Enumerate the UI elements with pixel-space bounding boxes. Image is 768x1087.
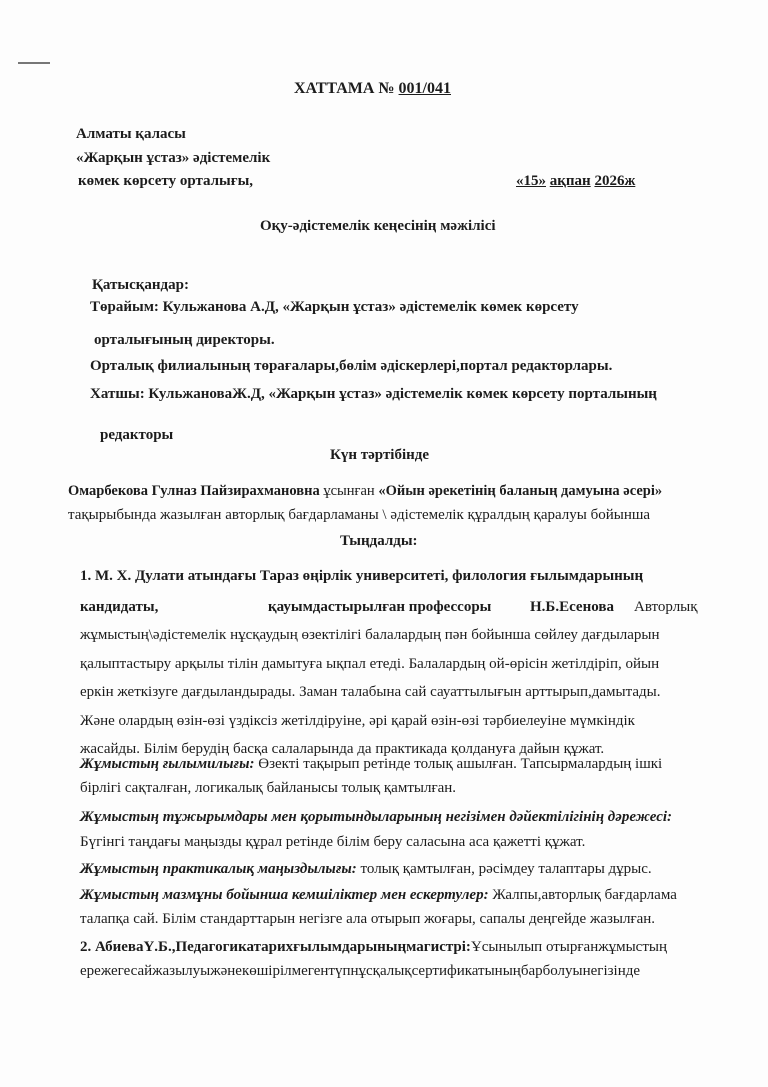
chair-line-1: [90, 299, 579, 316]
scientific-line-1: [80, 756, 662, 773]
secretary-line-1: Хатшы: КульжановаЖ.Д, «Жарқын ұстаз» әдістемелік көмек көрсету порталының: [90, 386, 657, 402]
item1-body-line: қалыптастыру арқылы тілін дамытуға ықпал етеді. Балалардың ой-өрісін жетілдіріп, ойын: [80, 655, 660, 672]
item2-author: 2. АбиеваҮ.Б.,Педагогикатарихғылымдарыныңмагистрі:: [80, 939, 471, 955]
meeting-title: Оқу-әдістемелік кеңесінің мәжілісі: [260, 218, 496, 234]
title-prefix: ХАТТАМА №: [294, 80, 399, 97]
defects-text-1: Жалпы,авторлық бағдарлама: [488, 887, 677, 903]
item1-line-2a: кандидаты,: [80, 599, 159, 615]
document-title: [294, 80, 451, 98]
agenda-line-1: [68, 483, 662, 500]
item1-body-line: Және олардың өзін-өзі үздіксіз жетілдіруіне, әрі қарай өзін-өзі тәрбиелеуіне мүмкіндік: [80, 712, 635, 729]
chair-label: Төрайым:: [90, 299, 159, 315]
chair-text: Кульжанова А.Д, «Жарқын ұстаз» әдістемелік көмек көрсету: [162, 299, 579, 315]
members-line: Орталық филиалының төрағалары,бөлім әдіскерлері,портал редакторлары.: [90, 358, 613, 374]
date-day: «15»: [516, 173, 546, 189]
chair-line-2: орталығының директоры.: [94, 332, 275, 348]
item2-rest: Ұсынылып отырғанжұмыстың: [470, 939, 667, 955]
date-month: ақпан: [549, 173, 591, 189]
heard-heading: Тыңдалды:: [340, 533, 418, 549]
item1-line-2c: Н.Б.Есенова: [530, 599, 614, 615]
item1-body-line: жасайды. Білім берудің басқа салаларында да практикада қолдануға дайын құжат.: [80, 741, 605, 757]
agenda-topic: «Ойын әрекетінің баланың дамуына әсері»: [378, 483, 663, 499]
item1-line-1: 1. М. Х. Дулати атындағы Тараз өңірлік университеті, филология ғылымдарының: [80, 568, 644, 584]
item2-line-2: ережегесайжазылуыжәнекөшірілмегентүпнұсқалықсертификатыныңбарболуынегізінде: [80, 963, 641, 979]
participants-heading: Қатысқандар:: [92, 277, 189, 293]
practical-line: [80, 861, 652, 878]
org-line-1: Алматы қаласы: [76, 126, 186, 142]
conclusions-label: Жұмыстың тұжырымдары мен қорытындыларының негізімен дәйектілігінің дәрежесі:: [80, 809, 673, 825]
item1-body-line: еркін жеткізуге дағдыландырады. Заман талабына сай сауаттылығын арттырып,дамытады.: [80, 684, 661, 700]
scientific-text-1: Өзекті тақырып ретінде толық ашылған. Тапсырмалардың ішкі: [254, 756, 663, 772]
agenda-heading: Күн тәртібінде: [330, 447, 430, 463]
practical-label: Жұмыстың практикалық маңыздылығы:: [80, 861, 357, 877]
agenda-line-2: тақырыбында жазылған авторлық бағдарламаны \ әдістемелік құралдың қаралуы бойынша: [68, 507, 651, 523]
scan-margin-mark: [18, 62, 50, 64]
item1-body-line: жұмыстың\әдістемелік нұсқаудың өзектілігі балалардың пән бойынша сөйлеу дағдыларын: [80, 627, 660, 643]
scientific-line-2: бірлігі сақталған, логикалық байланысы толық қамтылған.: [80, 780, 457, 796]
item1-line-2d: Авторлық: [634, 599, 698, 615]
conclusions-text: Бүгінгі таңдағы маңызды құрал ретінде білім беру саласына аса қажетті құжат.: [80, 834, 586, 850]
secretary-line-2: редакторы: [100, 427, 174, 443]
date-year: 2026ж: [594, 173, 636, 189]
defects-line-1: [80, 887, 677, 904]
scientific-label: Жұмыстың ғылымилығы:: [80, 756, 255, 772]
defects-label: Жұмыстың мазмұны бойынша кемшіліктер мен ескертулер:: [80, 887, 489, 903]
document-date: [516, 173, 635, 190]
item1-body: [80, 621, 700, 764]
item1-line-2b: қауымдастырылған профессоры: [268, 599, 492, 615]
title-number: 001/041: [398, 80, 451, 97]
org-line-2: «Жарқын ұстаз» әдістемелік: [76, 150, 271, 166]
defects-line-2: талапқа сай. Білім стандарттарын негізге ала отырып жоғары, сапалы деңгейде жазылған.: [80, 911, 656, 927]
agenda-author: Омарбекова Гулназ Пайзирахмановна: [68, 483, 320, 499]
org-line-3: көмек көрсету орталығы,: [78, 173, 254, 189]
agenda-middle: ұсынған: [319, 483, 379, 499]
item2-line-1: [80, 939, 667, 956]
practical-text: толық қамтылған, рәсімдеу талаптары дұрыс.: [356, 861, 652, 877]
